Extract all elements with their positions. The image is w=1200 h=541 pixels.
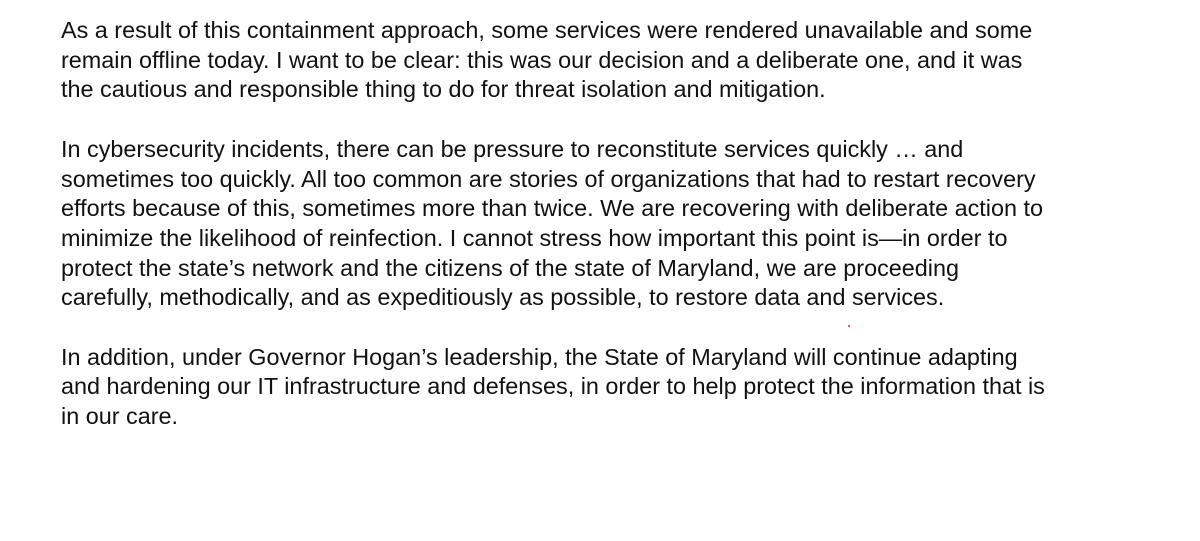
- text-line: protect the state’s network and the citizens of the state of Maryland, we are proceeding: [61, 254, 960, 281]
- stray-red-dot: [848, 325, 850, 327]
- text-line: minimize the likelihood of reinfection. I cannot stress how important this point is—in order to: [61, 224, 1008, 251]
- text-line: carefully, methodically, and as expeditiously as possible, to restore data and services.: [61, 284, 945, 311]
- paragraph-containment: [61, 16, 1171, 105]
- statement-text: [61, 16, 1171, 432]
- text-line: sometimes too quickly. All too common are stories of organizations that had to restart recovery: [61, 165, 1036, 192]
- text-line: the cautious and responsible thing to do for threat isolation and mitigation.: [61, 76, 826, 103]
- text-line: In addition, under Governor Hogan’s leadership, the State of Maryland will continue adapting: [61, 343, 1018, 370]
- text-line: in our care.: [61, 403, 179, 430]
- text-line: and hardening our IT infrastructure and defenses, in order to help protect the information that is: [61, 373, 1045, 400]
- paragraph-recovery: [61, 135, 1171, 313]
- text-line: As a result of this containment approach, some services were rendered unavailable and some: [61, 17, 1033, 43]
- paragraph-infrastructure: [61, 343, 1171, 432]
- text-line: In cybersecurity incidents, there can be pressure to reconstitute services quickly … and: [61, 135, 964, 162]
- text-line: efforts because of this, sometimes more than twice. We are recovering with deliberate action to: [61, 195, 1044, 222]
- text-line: remain offline today. I want to be clear: this was our decision and a deliberate one, and it was: [61, 46, 1023, 73]
